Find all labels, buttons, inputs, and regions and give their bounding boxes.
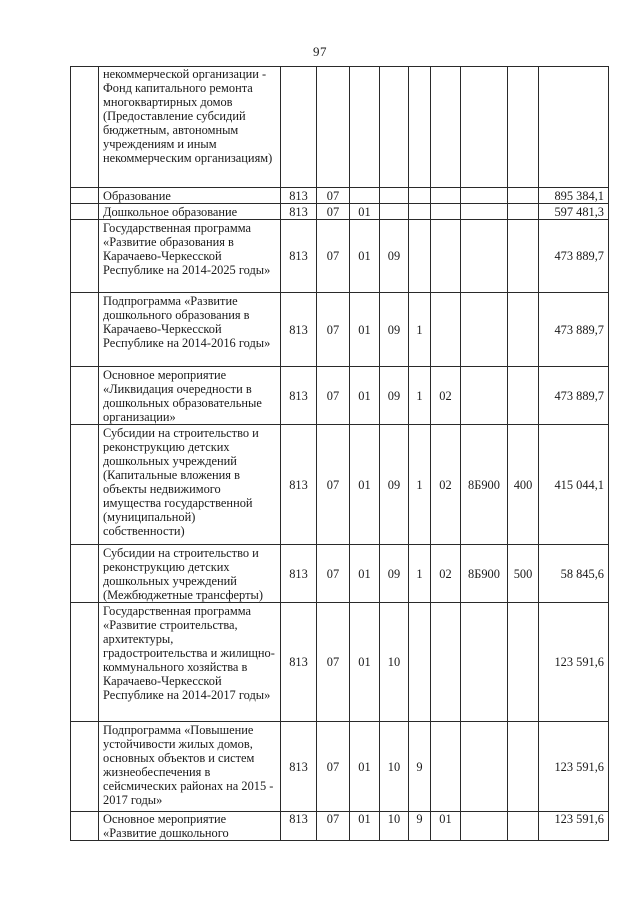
code-subsection: 01 [350,722,380,812]
item-name-cell: Подпрограмма «Повышение устойчивости жилых домов, основных объектов и систем жизнеобеспечения в сейсмических районах на 2015 - 2017 годы» [99,722,281,812]
code-event [431,67,461,188]
amount-cell: 895 384,1 [539,188,609,204]
code-ministry: 813 [281,812,317,841]
code-section: 07 [317,293,350,367]
code-subsection: 01 [350,545,380,603]
page-number: 97 [313,44,327,59]
code-program [380,204,409,220]
code-subsection [350,67,380,188]
amount-cell: 473 889,7 [539,293,609,367]
code-event [431,293,461,367]
code-subprogram [409,220,431,293]
code-subprogram: 9 [409,722,431,812]
code-section: 07 [317,220,350,293]
code-direction [461,220,508,293]
code-expense-type [508,367,539,425]
amount-cell [539,67,609,188]
table-row [71,603,609,722]
blank-cell [71,367,99,425]
blank-cell [71,812,99,841]
code-program [380,67,409,188]
code-direction [461,367,508,425]
code-ministry: 813 [281,220,317,293]
code-direction [461,188,508,204]
amount-cell: 123 591,6 [539,812,609,841]
code-program: 09 [380,293,409,367]
code-expense-type: 500 [508,545,539,603]
code-event [431,204,461,220]
code-event: 02 [431,367,461,425]
item-name-cell: Субсидии на строительство и реконструкцию детских дошкольных учреждений (Межбюджетные трансферты) [99,545,281,603]
code-ministry: 813 [281,367,317,425]
amount-cell: 473 889,7 [539,367,609,425]
code-ministry: 813 [281,293,317,367]
code-expense-type [508,204,539,220]
code-event [431,188,461,204]
code-expense-type: 400 [508,425,539,545]
amount-cell: 415 044,1 [539,425,609,545]
code-event: 01 [431,812,461,841]
table-row [71,545,609,603]
code-direction [461,67,508,188]
table-row [71,367,609,425]
item-name-cell: Образование [99,188,281,204]
blank-cell [71,545,99,603]
item-name-cell: Дошкольное образование [99,204,281,220]
blank-cell [71,220,99,293]
code-direction [461,722,508,812]
table-row [71,204,609,220]
blank-cell [71,603,99,722]
amount-cell: 123 591,6 [539,603,609,722]
code-event: 02 [431,425,461,545]
item-name-cell: некоммерческой организации - Фонд капитального ремонта многоквартирных домов (Предоставление субсидий бюджетным, автономным учреждениям и иным некоммерческим организациям) [99,67,281,188]
table-row [71,293,609,367]
table-row [71,67,609,188]
code-ministry [281,67,317,188]
table-row [71,425,609,545]
code-subprogram [409,67,431,188]
code-section: 07 [317,425,350,545]
table-row [71,722,609,812]
code-expense-type [508,67,539,188]
code-section [317,67,350,188]
code-direction [461,812,508,841]
blank-cell [71,188,99,204]
code-event [431,220,461,293]
code-event [431,603,461,722]
code-expense-type [508,220,539,293]
code-subsection [350,188,380,204]
code-expense-type [508,812,539,841]
code-program: 09 [380,220,409,293]
amount-cell: 58 845,6 [539,545,609,603]
code-direction: 8Б900 [461,425,508,545]
code-program [380,188,409,204]
item-name-cell: Субсидии на строительство и реконструкцию детских дошкольных учреждений (Капитальные вложения в объекты недвижимого имущества государственной (муниципальной) собственности) [99,425,281,545]
code-subprogram [409,204,431,220]
table-row [71,188,609,204]
code-expense-type [508,603,539,722]
code-ministry: 813 [281,188,317,204]
code-subprogram: 1 [409,367,431,425]
code-subsection: 01 [350,293,380,367]
code-expense-type [508,293,539,367]
amount-cell: 123 591,6 [539,722,609,812]
code-subsection: 01 [350,220,380,293]
code-program: 10 [380,812,409,841]
code-program: 10 [380,722,409,812]
blank-cell [71,67,99,188]
code-direction: 8Б900 [461,545,508,603]
code-subsection: 01 [350,204,380,220]
code-ministry: 813 [281,204,317,220]
code-expense-type [508,722,539,812]
code-event [431,722,461,812]
code-subprogram [409,188,431,204]
code-subprogram: 1 [409,293,431,367]
code-ministry: 813 [281,603,317,722]
code-section: 07 [317,367,350,425]
code-ministry: 813 [281,722,317,812]
code-section: 07 [317,204,350,220]
code-section: 07 [317,812,350,841]
code-subprogram: 1 [409,545,431,603]
budget-table [70,66,609,841]
code-subsection: 01 [350,603,380,722]
code-program: 10 [380,603,409,722]
code-subprogram: 1 [409,425,431,545]
blank-cell [71,425,99,545]
item-name-cell: Основное мероприятие «Ликвидация очередности в дошкольных образовательные организации» [99,367,281,425]
blank-cell [71,722,99,812]
code-direction [461,293,508,367]
amount-cell: 473 889,7 [539,220,609,293]
code-expense-type [508,188,539,204]
amount-cell: 597 481,3 [539,204,609,220]
code-program: 09 [380,545,409,603]
table-row [71,220,609,293]
blank-cell [71,204,99,220]
code-direction [461,204,508,220]
code-program: 09 [380,367,409,425]
code-subprogram [409,603,431,722]
code-section: 07 [317,722,350,812]
code-section: 07 [317,188,350,204]
code-ministry: 813 [281,425,317,545]
blank-cell [71,293,99,367]
code-subprogram: 9 [409,812,431,841]
item-name-cell: Основное мероприятие «Развитие дошкольного [99,812,281,841]
code-program: 09 [380,425,409,545]
code-ministry: 813 [281,545,317,603]
code-section: 07 [317,603,350,722]
code-subsection: 01 [350,367,380,425]
code-direction [461,603,508,722]
code-section: 07 [317,545,350,603]
item-name-cell: Государственная программа «Развитие строительства, архитектуры, градостроительства и жилищно-коммунального хозяйства в Карачаево-Черкесской Республике на 2014-2017 годы» [99,603,281,722]
item-name-cell: Государственная программа «Развитие образования в Карачаево-Черкесской Республике на 2014-2025 годы» [99,220,281,293]
code-subsection: 01 [350,425,380,545]
item-name-cell: Подпрограмма «Развитие дошкольного образования в Карачаево-Черкесской Республике на 2014-2016 годы» [99,293,281,367]
table-row [71,812,609,841]
code-subsection: 01 [350,812,380,841]
code-event: 02 [431,545,461,603]
